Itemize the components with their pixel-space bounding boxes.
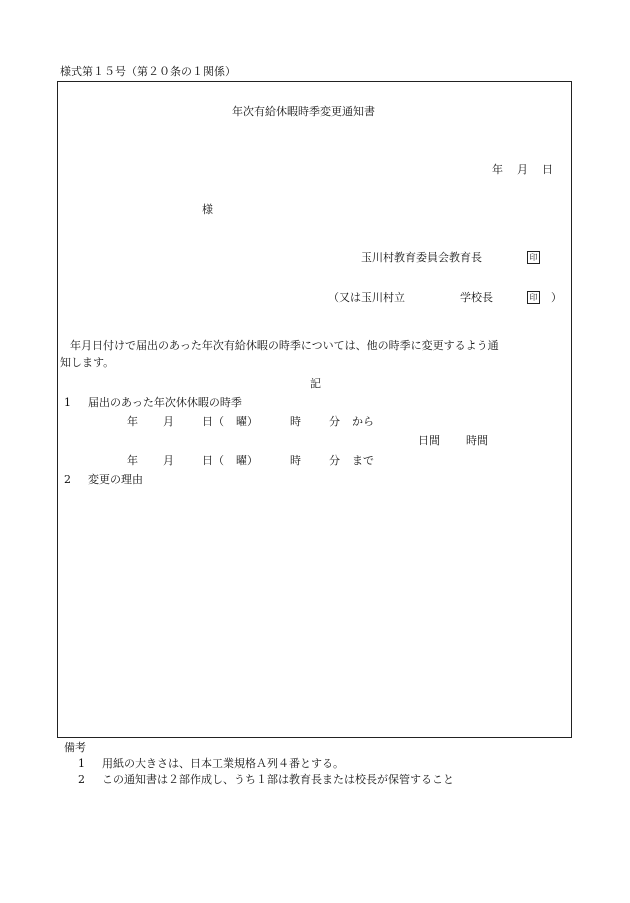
remark-text: 用紙の大きさは、日本工業規格Ａ列４番とする。 <box>102 757 344 770</box>
page-title: 年次有給休暇時季変更通知書 <box>232 105 375 118</box>
body-text-line2: 知します。 <box>60 356 115 369</box>
date-day-label: 日 <box>542 163 553 176</box>
to-month-label: 月 <box>163 454 174 467</box>
item1-label: 届出のあった年次休休暇の時季 <box>88 396 242 409</box>
from-hour-label: 時 <box>290 415 301 428</box>
remark-text: この通知書は２部作成し、うち１部は教育長または校長が保管すること <box>102 773 454 786</box>
recipient-honorific: 様 <box>202 203 213 216</box>
alternate-sender-close: ） <box>551 291 562 304</box>
remark-number: 2 <box>78 773 85 786</box>
issuer-name: 玉川村教育委員会教育長 <box>361 251 482 264</box>
issuer-seal-icon: 印 <box>527 250 540 264</box>
date-month-label: 月 <box>517 163 528 176</box>
to-weekday-label: 曜） <box>236 454 258 467</box>
to-day-label: 日（ <box>202 454 224 467</box>
item2-label: 変更の理由 <box>88 473 143 486</box>
duration-days-label: 日間 <box>418 434 440 447</box>
principal-seal-icon: 印 <box>527 290 540 304</box>
date-year-label: 年 <box>492 163 503 176</box>
from-minute-label: 分 <box>329 415 340 428</box>
remark-number: 1 <box>78 757 85 770</box>
from-weekday-label: 曜） <box>236 415 258 428</box>
from-year-label: 年 <box>127 415 138 428</box>
from-suffix: から <box>352 415 374 428</box>
to-suffix: まで <box>352 454 374 467</box>
to-hour-label: 時 <box>290 454 301 467</box>
principal-role: 学校長 <box>460 291 493 304</box>
remarks-heading: 備考 <box>64 741 86 754</box>
item2-number: 2 <box>64 473 71 486</box>
alternate-sender-open: （又は玉川村立 <box>328 291 405 304</box>
to-year-label: 年 <box>127 454 138 467</box>
from-day-label: 日（ <box>202 415 224 428</box>
duration-hours-label: 時間 <box>466 434 488 447</box>
from-month-label: 月 <box>163 415 174 428</box>
item1-number: 1 <box>64 396 71 409</box>
body-text-line1: 年月日付けで届出のあった年次有給休暇の時季については、他の時季に変更するよう通 <box>70 339 499 352</box>
to-minute-label: 分 <box>329 454 340 467</box>
form-number: 様式第１５号（第２０条の１関係） <box>60 65 236 78</box>
ki-heading: 記 <box>310 377 321 390</box>
